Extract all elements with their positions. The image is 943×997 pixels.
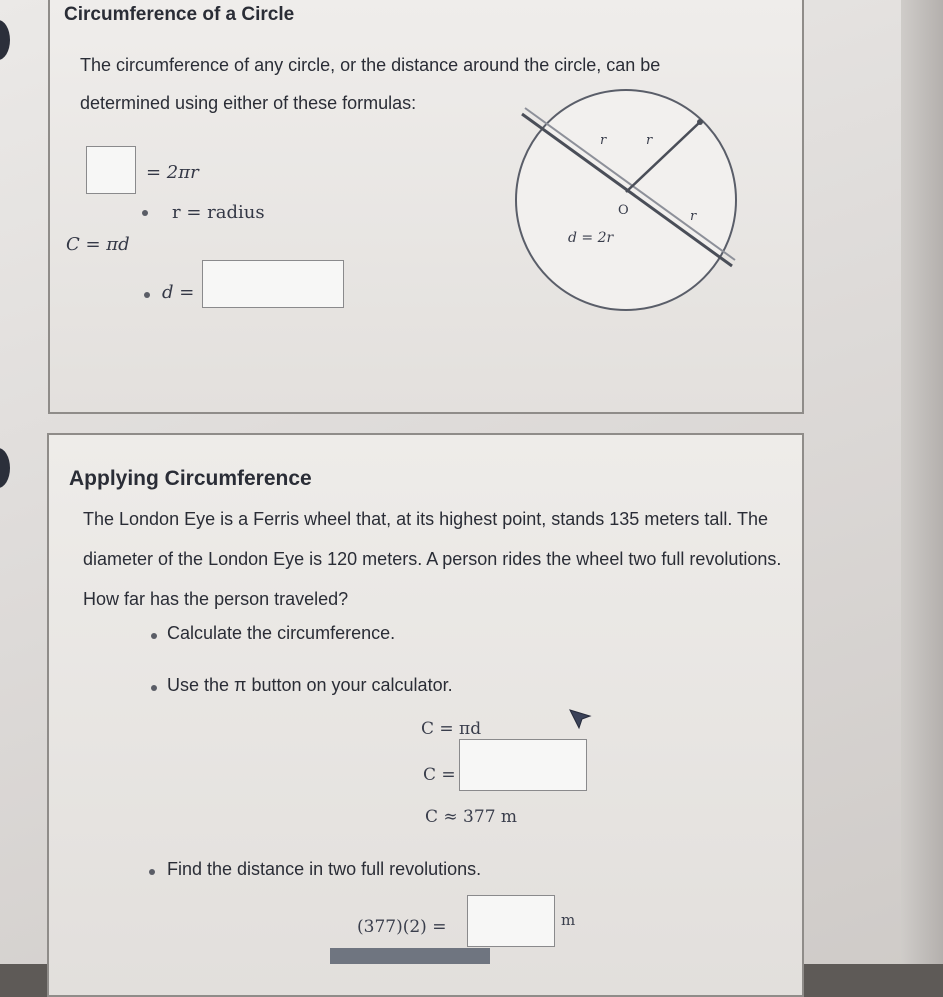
distance-prefix: (377)(2) = xyxy=(357,917,447,937)
radius-endpoint xyxy=(697,119,703,125)
radius-definition: r = radius xyxy=(172,202,265,223)
bullet xyxy=(151,685,157,691)
formula-pid: C = πd xyxy=(66,234,130,255)
panel-title: Circumference of a Circle xyxy=(64,4,295,25)
mouse-pointer-icon xyxy=(568,708,594,734)
equation-c-pid: C = πd xyxy=(421,719,482,739)
equation-c-approx: C ≈ 377 m xyxy=(425,807,518,827)
equation-c-prefix: C = xyxy=(423,765,456,785)
radius-label: r xyxy=(690,209,697,224)
circumference-answer-box[interactable] xyxy=(459,739,587,791)
formula-2pir: = 2πr xyxy=(146,162,199,183)
left-edge-shape xyxy=(0,20,10,60)
radius-label: r xyxy=(646,133,653,148)
bullet xyxy=(151,633,157,639)
bullet-pi-button: Use the π button on your calculator. xyxy=(167,675,453,695)
intro-text: The circumference of any circle, or the distance around the circle, can be determined using either of these formulas: xyxy=(80,55,661,113)
diameter-label: d = 2r xyxy=(568,230,614,246)
applying-title: Applying Circumference xyxy=(69,467,312,490)
bullet xyxy=(149,869,155,875)
monitor-edge xyxy=(901,0,943,964)
toolbar-strip xyxy=(330,948,490,964)
distance-answer-box[interactable] xyxy=(467,895,555,947)
center-label: O xyxy=(618,203,629,218)
formula-answer-box[interactable] xyxy=(86,146,136,194)
circle-diagram xyxy=(510,86,742,314)
problem-text: The London Eye is a Ferris wheel that, at its highest point, stands 135 meters tall. The diameter of the London Eye is 120 meters. A person rides the wheel two full revolutions. How far has the person traveled? xyxy=(83,509,782,609)
radius-label: r xyxy=(600,133,607,148)
circumference-panel xyxy=(48,0,804,414)
diameter-answer-box[interactable] xyxy=(202,260,344,308)
diameter-prefix: d = xyxy=(162,282,195,303)
left-edge-shape xyxy=(0,448,10,488)
bullet xyxy=(142,210,148,216)
applying-panel xyxy=(47,433,804,997)
distance-unit: m xyxy=(561,911,576,929)
bullet-calculate: Calculate the circumference. xyxy=(167,623,396,643)
bullet xyxy=(144,292,150,298)
bullet-two-revolutions: Find the distance in two full revolutions. xyxy=(167,859,482,879)
